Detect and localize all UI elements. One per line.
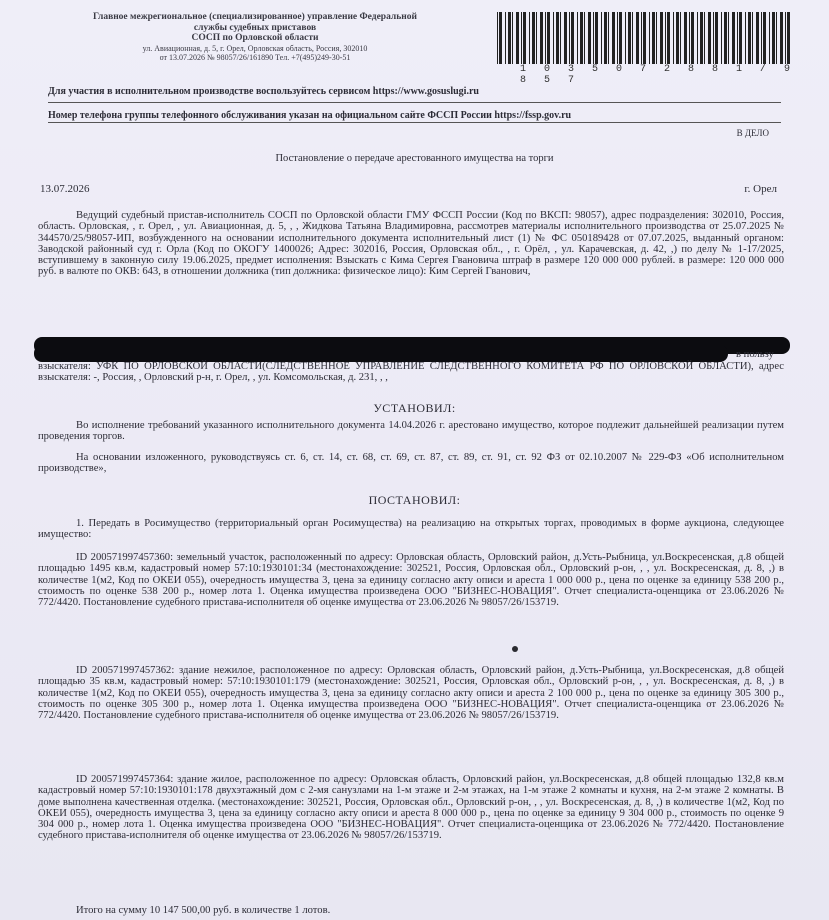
barcode-bar bbox=[652, 12, 655, 64]
barcode-bar bbox=[641, 12, 642, 64]
barcode-bar bbox=[497, 12, 498, 64]
ustanovil-paragraph-1: Во исполнение требований указанного исполнительного документа 14.04.2026 г. арестовано имущество, которое подлежит дальнейшей реализации путем проведения торгов. bbox=[38, 420, 784, 443]
barcode-bar bbox=[580, 12, 583, 64]
barcode-bar bbox=[523, 12, 526, 64]
barcode-bar bbox=[545, 12, 546, 64]
barcode-bar bbox=[628, 12, 631, 64]
barcode-bar bbox=[499, 12, 502, 64]
vzyskatel-paragraph: взыскателя: УФК ПО ОРЛОВСКОЙ ОБЛАСТИ(СЛЕДСТВЕННОЕ УПРАВЛЕНИЕ СЛЕДСТВЕННОГО КОМИТЕТА РФ ПО ОРЛОВСКОЙ ОБЛАСТИ), адрес взыскателя: -, Россия, , Орловский р-н, г. Орел, , ул. Комсомольская, д. 231, , , bbox=[38, 361, 784, 384]
barcode-bar bbox=[512, 12, 513, 64]
lot-2-paragraph: ID 200571997457362: здание нежилое, расположенное по адресу: Орловская область, Орловский район, д.Усть-Рыбница, ул.Воскресенская, д.8 общей площадью 35 кв.м, кадастровый номер: 57:10:1930101:179 (местонахождение: 302521, Россия, Орловская обл., Орловский р-он, , , ул. Воскресенская, д. 8, ,) в количестве 1(м2, Код по ОКЕИ 055), очередность имущества 3, цена за единицу согласно акту описи и ареста 2 100 000 р., цена по оценке за единицу 305 300 р., стоимость по оценке 305 300 р., номер лота 1. Оценка имущества произведена ООО "БИЗНЕС-НОВАЦИЯ". Отчет специалиста-оценщика от 23.06.2026 № 772/4420. Постановление судебного пристава-исполнителя об оценке имущества от 23.06.2026 № 98057/26/153719. bbox=[38, 665, 784, 722]
org-address: ул. Авиационная, д. 5, г. Орел, Орловская область, Россия, 302010 bbox=[142, 43, 368, 53]
barcode-bar bbox=[604, 12, 607, 64]
postanovil-heading: ПОСТАНОВИЛ: bbox=[368, 493, 461, 507]
barcode-number: 1 0 3 5 0 7 2 8 8 1 / 9 8 5 7 bbox=[520, 64, 797, 86]
barcode-bar bbox=[625, 12, 626, 64]
barcode-bar bbox=[708, 12, 711, 64]
barcode-bar bbox=[780, 12, 783, 64]
barcode-bar bbox=[761, 12, 762, 64]
barcode-bar bbox=[656, 12, 657, 64]
barcode-bar bbox=[737, 12, 738, 64]
barcode-bar bbox=[772, 12, 775, 64]
barcode-bar bbox=[732, 12, 735, 64]
barcode-bar bbox=[684, 12, 687, 64]
v-polzu-text: в пользу bbox=[736, 349, 774, 360]
document-city: г. Орел bbox=[744, 183, 777, 195]
barcode-bar bbox=[617, 12, 618, 64]
org-line-1: Главное межрегиональное (специализированное) управление Федеральной bbox=[93, 12, 417, 22]
barcode-bar bbox=[521, 12, 522, 64]
barcode-bar bbox=[516, 12, 519, 64]
barcode-bar bbox=[756, 12, 759, 64]
barcode-bar bbox=[787, 12, 790, 64]
intro-paragraph: Ведущий судебный пристав-исполнитель СОСП по Орловской области ГМУ ФССП России (Код по ВКСП: 98057), адрес подразделения: 302010, Россия, область. Орловская, , г. Орел, , ул. Авиационная, д. 5, , , Жидкова Татьяна Владимировна, рассмотрев материалы исполнительного производства от 25.07.2025 № 344570/25/98057-ИП, возбужденного на основании исполнительного документа исполнительный лист (1) № ФС 050189428 от 07.07.2025, выданный органом: Заводской районный суд г. Орла (Код по ОКОГУ 1400026; Адрес: 302016, Россия, Орловская обл., , г. Орёл, , ул. Карачевская, д. 42, ,) по делу № 1-17/2025, вступившему в законную силу 19.06.2025, предмет исполнения: Взыскать с Кима Сергея Гвановича штраф в размере 120 000 000 рублей. в размере: 120 000 000 руб. в валюте по ОКВ: 643, в отношении должника (тип должника: физическое лицо): Ким Сергей Гванович, bbox=[38, 210, 784, 278]
lot-1-paragraph: ID 200571997457360: земельный участок, расположенный по адресу: Орловская область, Орловский район, д.Усть-Рыбница, ул.Воскресенская, д.8 общей площадью 1495 кв.м, кадастровый номер 57:10:1930101:34 (местонахождение: 302521, Россия, Орловская обл., Орловский р-он, , , ул. Воскресенская, д. 8, ,) в количестве 1(м2, Код по ОКЕИ 055), очередность имущества 3, цена за единицу согласно акту описи и ареста 1 000 000 р., цена по оценке за единицу 538 200 р., стоимость по оценке 538 200 р., номер лота 1. Оценка имущества произведена ООО "БИЗНЕС-НОВАЦИЯ". Отчет специалиста-оценщика от 23.06.2026 № 772/4420. Постановление судебного пристава-исполнителя об оценке имущества от 23.06.2026 № 98057/26/153719. bbox=[38, 552, 784, 609]
barcode-bar bbox=[748, 12, 751, 64]
barcode-bar bbox=[667, 12, 670, 64]
item-1-paragraph: 1. Передать в Росимущество (территориальный орган Росимущества) на реализацию на открытых торгах, проводимых в форме аукциона, следующее имущество: bbox=[38, 518, 784, 541]
barcode-bar bbox=[636, 12, 639, 64]
org-line-3: СОСП по Орловской области bbox=[191, 33, 319, 43]
barcode-bar bbox=[776, 12, 777, 64]
registration-number: от 13.07.2026 № 98057/26/161890 Тел. +7(495)249-30-51 bbox=[159, 52, 351, 62]
barcode-bar bbox=[569, 12, 570, 64]
barcode-bar bbox=[724, 12, 727, 64]
barcode-bar bbox=[632, 12, 633, 64]
barcode-bar bbox=[547, 12, 550, 64]
barcode-bar bbox=[769, 12, 770, 64]
barcode-bar bbox=[713, 12, 714, 64]
barcode-bar bbox=[556, 12, 559, 64]
barcode-image bbox=[497, 12, 797, 64]
barcode-bar bbox=[588, 12, 591, 64]
barcode-bar bbox=[691, 12, 694, 64]
lot-3-paragraph: ID 200571997457364: здание жилое, расположенное по адресу: Орловская область, Орловский район, ул.Воскресенская, д.8 общей площадью 132,8 кв.м кадастровый номер 57:10:1930101:178 двухэтажный дом с 2-мя санузлами на 1-м этаже и 2-м этажах, на 1-м этаже 2 комнаты и кухня, на 2-м этаже 2 комнаты. В доме выполнена качественная отделка. (местонахождение: 302521, Россия, Орловская обл., Орловский р-он, , , ул. Воскресенская, д. 8, ,) в количестве 1(м2, Код по ОКЕИ 055), очередность имущества 3, цена за единицу согласно акту описи и ареста 8 000 000 р., цена по оценке за единицу 9 304 000 р., стоимость по оценке 9 304 000 р., номер лота 1. Оценка имущества произведена ООО "БИЗНЕС-НОВАЦИЯ". Отчет специалиста-оценщика от 23.06.2026 № 772/4420. Постановление судебного пристава-исполнителя об оценке имущества от 23.06.2026 № 98057/26/153719. bbox=[38, 774, 784, 842]
barcode-bar bbox=[700, 12, 703, 64]
org-line-2: службы судебных приставов bbox=[193, 22, 317, 33]
barcode-bar bbox=[612, 12, 615, 64]
barcode-bar bbox=[680, 12, 681, 64]
barcode-bar bbox=[649, 12, 650, 64]
barcode-bar bbox=[608, 12, 609, 64]
barcode-bar bbox=[689, 12, 690, 64]
barcode-bar bbox=[560, 12, 561, 64]
barcode-bar bbox=[704, 12, 705, 64]
barcode-bar bbox=[739, 12, 742, 64]
document-date: 13.07.2026 bbox=[40, 183, 90, 195]
gosuslugi-note: Для участия в исполнительном производстве воспользуйтесь сервисом https://www.gosuslugi.ru bbox=[48, 86, 479, 97]
barcode-bar bbox=[577, 12, 578, 64]
barcode-bar bbox=[571, 12, 574, 64]
redaction-bar bbox=[34, 345, 728, 362]
barcode-bar bbox=[593, 12, 594, 64]
barcode-bar bbox=[619, 12, 622, 64]
separator-line bbox=[48, 102, 781, 103]
barcode-bar bbox=[745, 12, 746, 64]
separator-line bbox=[48, 122, 781, 123]
barcode-bar bbox=[721, 12, 722, 64]
issuing-authority-header bbox=[40, 12, 470, 62]
barcode-bar bbox=[505, 12, 506, 64]
barcode-bar bbox=[660, 12, 663, 64]
phone-service-note: Номер телефона группы телефонного обслуживания указан на официальном сайте ФССП России https://fssp.gov.ru bbox=[48, 110, 572, 121]
ustanovil-heading: УСТАНОВИЛ: bbox=[373, 401, 456, 415]
barcode-bar bbox=[728, 12, 729, 64]
v-delo-stamp: В ДЕЛО bbox=[736, 128, 769, 138]
barcode-bar bbox=[785, 12, 786, 64]
barcode-bar bbox=[665, 12, 666, 64]
barcode-bar bbox=[584, 12, 585, 64]
barcode-bar bbox=[564, 12, 567, 64]
barcode-bar bbox=[540, 12, 543, 64]
barcode-bar bbox=[508, 12, 511, 64]
barcode-bar bbox=[763, 12, 766, 64]
barcode-bar bbox=[536, 12, 537, 64]
barcode-bar bbox=[715, 12, 718, 64]
document-title: Постановление о передаче арестованного имущества на торги bbox=[275, 153, 554, 164]
barcode-bar bbox=[676, 12, 679, 64]
ustanovil-paragraph-2: На основании изложенного, руководствуясь ст. 6, ст. 14, ст. 68, ст. 69, ст. 87, ст. 89, ст. 91, ст. 92 ФЗ от 02.10.2007 № 229-ФЗ «Об исполнительном производстве», bbox=[38, 452, 784, 475]
total-line: Итого на сумму 10 147 500,00 руб. в количестве 1 лотов. bbox=[76, 905, 331, 916]
ink-speck bbox=[512, 646, 518, 652]
barcode-bar bbox=[643, 12, 646, 64]
barcode-bar bbox=[529, 12, 530, 64]
barcode-bar bbox=[532, 12, 535, 64]
barcode-bar bbox=[697, 12, 698, 64]
barcode-bar bbox=[553, 12, 554, 64]
barcode-bar bbox=[595, 12, 598, 64]
barcode-bar bbox=[673, 12, 674, 64]
barcode-bar bbox=[752, 12, 753, 64]
barcode-bar bbox=[601, 12, 602, 64]
